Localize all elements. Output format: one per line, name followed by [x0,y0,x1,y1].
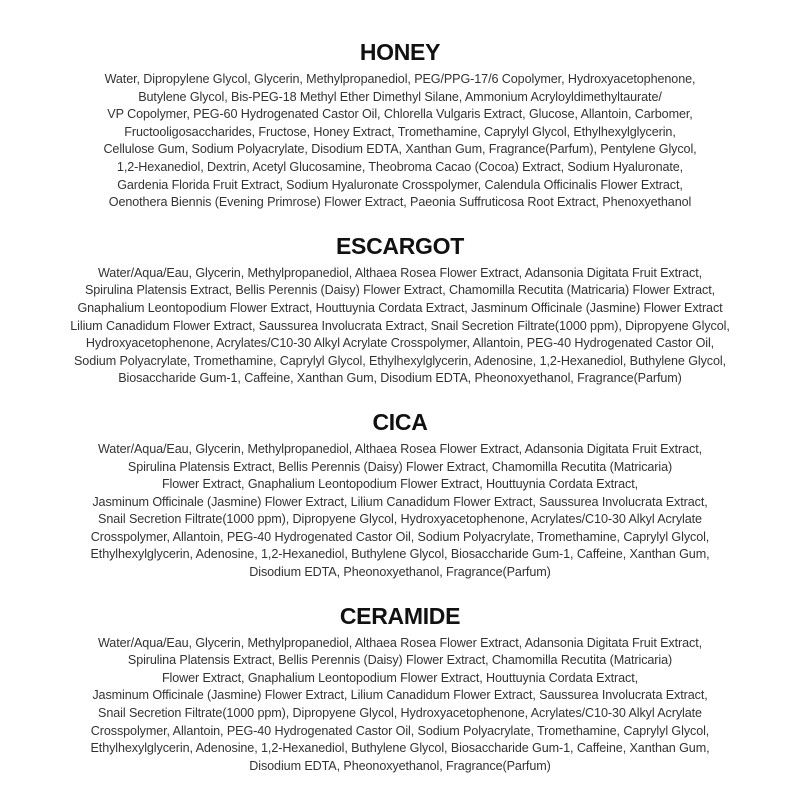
ingredient-line: Water/Aqua/Eau, Glycerin, Methylpropanediol, Althaea Rosea Flower Extract, Adansonia Digitata Fruit Extract, [97,441,703,456]
ingredient-line: 1,2-Hexanediol, Dextrin, Acetyl Glucosamine, Theobroma Cacao (Cocoa) Extract, Sodium Hyaluronate, [116,159,684,174]
ingredient-list-escargot [20,265,780,388]
ingredient-list-cica [20,441,780,582]
ingredient-line: Snail Secretion Filtrate(1000 ppm), Dipropyene Glycol, Hydroxyacetophenone, Acrylates/C10-30 Alkyl Acrylate [98,706,702,721]
ingredient-line: Lilium Canadidum Flower Extract, Saussurea Involucrata Extract, Snail Secretion Filtrate(1000 ppm), Dipropyene Glycol, [70,318,730,333]
ingredient-line: Gardenia Florida Fruit Extract, Sodium Hyaluronate Crosspolymer, Calendula Officinalis Flower Extract, [117,177,683,192]
ingredient-line: Water/Aqua/Eau, Glycerin, Methylpropanediol, Althaea Rosea Flower Extract, Adansonia Digitata Fruit Extract, [97,635,703,650]
ingredient-line: Crosspolymer, Allantoin, PEG-40 Hydrogenated Castor Oil, Sodium Polyacrylate, Tromethamine, Caprylyl Glycol, [90,723,710,738]
ingredient-line: Sodium Polyacrylate, Tromethamine, Caprylyl Glycol, Ethylhexylglycerin, Adenosine, 1,2-Hexanediol, Buthylene Glycol, [74,353,726,368]
ingredient-line: Gnaphalium Leontopodium Flower Extract, Houttuynia Cordata Extract, Jasminum Officinale (Jasmine) Flower Extract [77,300,723,315]
ingredient-list-ceramide [20,635,780,776]
ingredient-line: Snail Secretion Filtrate(1000 ppm), Dipropyene Glycol, Hydroxyacetophenone, Acrylates/C10-30 Alkyl Acrylate [98,512,702,527]
ingredient-line: Oenothera Biennis (Evening Primrose) Flower Extract, Paeonia Suffruticosa Root Extract, Phenoxyethanol [108,195,692,210]
ingredient-line: Biosaccharide Gum-1, Caffeine, Xanthan Gum, Disodium EDTA, Pheonoxyethanol, Fragrance(Parfum) [118,371,682,386]
ingredient-line: Flower Extract, Gnaphalium Leontopodium Flower Extract, Houttuynia Cordata Extract, [161,670,639,685]
section-escargot [20,232,780,388]
section-honey [20,38,780,212]
ingredient-line: Jasminum Officinale (Jasmine) Flower Extract, Lilium Canadidum Flower Extract, Saussurea Involucrata Extract, [92,494,708,509]
section-title-honey: HONEY [359,39,441,65]
section-title-ceramide: CERAMIDE [339,602,461,629]
ingredient-line: Disodium EDTA, Pheonoxyethanol, Fragrance(Parfum) [249,758,551,773]
ingredient-line: Jasminum Officinale (Jasmine) Flower Extract, Lilium Canadidum Flower Extract, Saussurea Involucrata Extract, [92,688,708,703]
ingredient-line: Spirulina Platensis Extract, Bellis Perennis (Daisy) Flower Extract, Chamomilla Recutita (Matricaria) [127,459,673,474]
ingredient-line: VP Copolymer, PEG-60 Hydrogenated Castor Oil, Chlorella Vulgaris Extract, Glucose, Allantoin, Carbomer, [107,107,693,122]
section-title-cica: CICA [372,408,428,435]
section-cica [20,408,780,582]
ingredient-list-honey [20,71,780,212]
ingredient-line: Ethylhexylglycerin, Adenosine, 1,2-Hexanediol, Buthylene Glycol, Biosaccharide Gum-1, Caffeine, Xanthan Gum, [90,547,710,562]
ingredient-line: Hydroxyacetophenone, Acrylates/C10-30 Alkyl Acrylate Crosspolymer, Allantoin, PEG-40 Hydrogenated Castor Oil, [85,336,715,351]
ingredient-line: Crosspolymer, Allantoin, PEG-40 Hydrogenated Castor Oil, Sodium Polyacrylate, Tromethamine, Caprylyl Glycol, [90,529,710,544]
ingredient-line: Butylene Glycol, Bis-PEG-18 Methyl Ether Dimethyl Silane, Ammonium Acryloyldimethyltaurate/ [138,89,662,104]
ingredient-line: Fructooligosaccharides, Fructose, Honey Extract, Tromethamine, Caprylyl Glycol, Ethylhexylglycerin, [124,124,676,139]
ingredient-line: Disodium EDTA, Pheonoxyethanol, Fragrance(Parfum) [249,565,551,580]
ingredient-line: Water/Aqua/Eau, Glycerin, Methylpropanediol, Althaea Rosea Flower Extract, Adansonia Digitata Fruit Extract, [97,265,703,280]
ingredient-line: Spirulina Platensis Extract, Bellis Perennis (Daisy) Flower Extract, Chamomilla Recutita (Matricaria) [127,653,673,668]
section-ceramide [20,602,780,776]
ingredient-line: Flower Extract, Gnaphalium Leontopodium Flower Extract, Houttuynia Cordata Extract, [161,477,639,492]
ingredient-line: Cellulose Gum, Sodium Polyacrylate, Disodium EDTA, Xanthan Gum, Fragrance(Parfum), Pentylene Glycol, [103,142,697,157]
ingredient-line: Spirulina Platensis Extract, Bellis Perennis (Daisy) Flower Extract, Chamomilla Recutita (Matricaria) Flower Extract, [84,283,716,298]
ingredient-line: Water, Dipropylene Glycol, Glycerin, Methylpropanediol, PEG/PPG-17/6 Copolymer, Hydroxyacetophenone, [104,72,696,86]
ingredient-line: Ethylhexylglycerin, Adenosine, 1,2-Hexanediol, Buthylene Glycol, Biosaccharide Gum-1, Caffeine, Xanthan Gum, [90,741,710,756]
section-title-escargot: ESCARGOT [336,232,464,259]
